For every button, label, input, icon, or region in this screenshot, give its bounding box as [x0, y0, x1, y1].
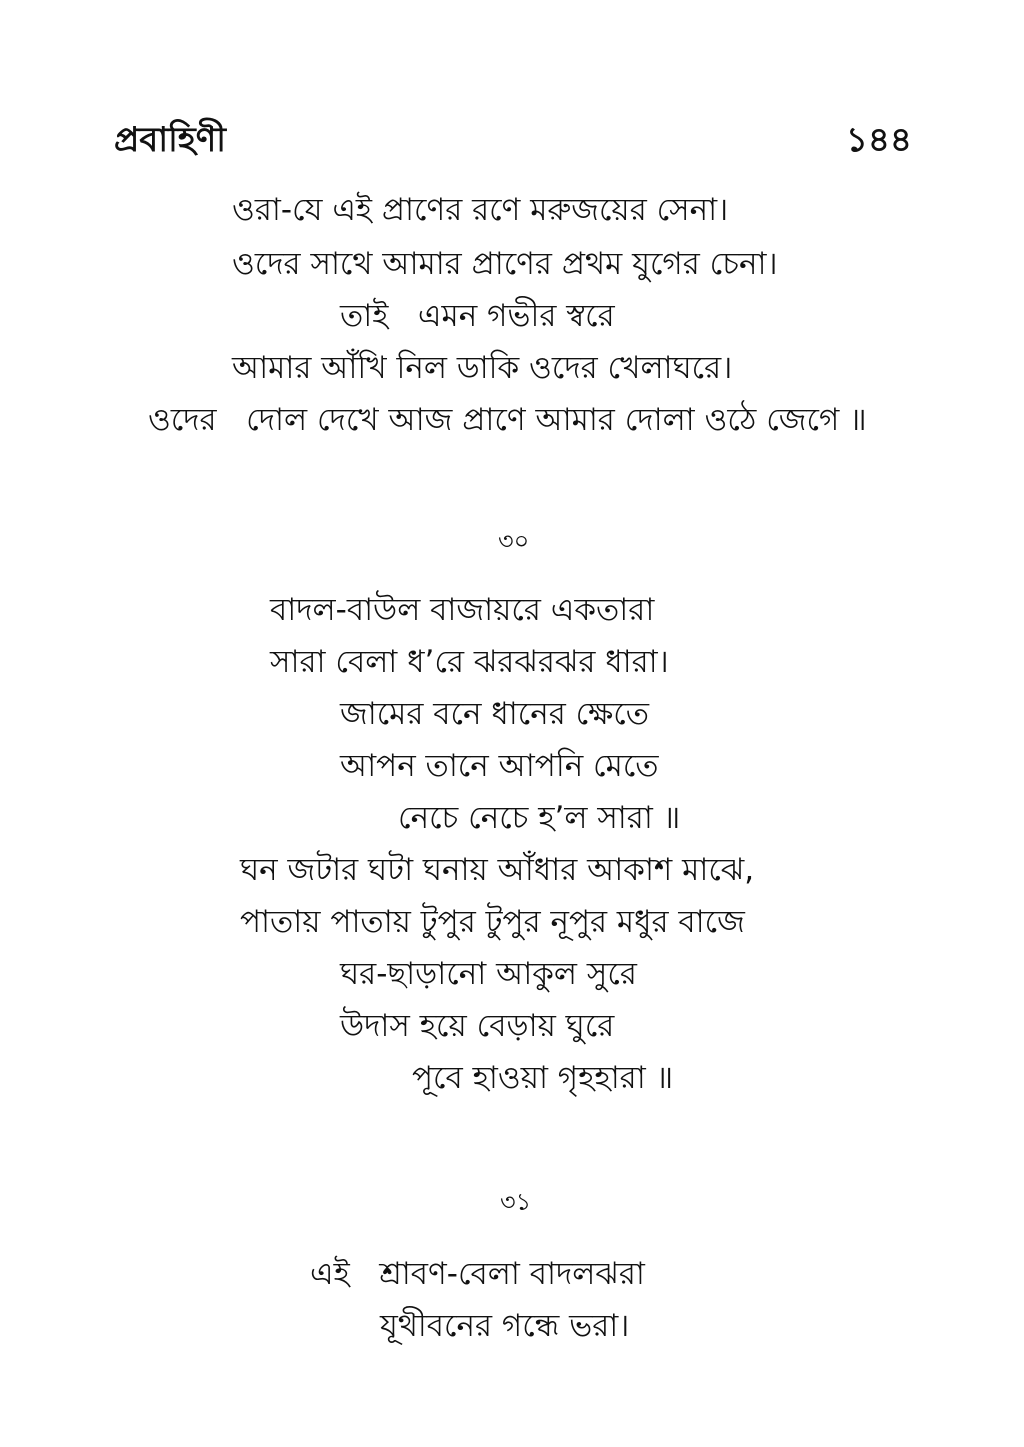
verse-line: ঘর-ছাড়ানো আকুল সুরে: [340, 956, 637, 992]
verse-line: পাতায় পাতায় টুপুর টুপুর নূপুর মধুর বাজে: [240, 904, 745, 940]
verse-line: নেচে নেচে হ’ল সারা ॥: [398, 800, 681, 836]
song-number: ৩১: [500, 1188, 532, 1216]
verse-line: পূবে হাওয়া গৃহহারা ॥: [412, 1060, 674, 1096]
verse-line: আপন তানে আপনি মেতে: [340, 748, 659, 784]
verse-line: বাদল-বাউল বাজায়রে একতারা: [270, 592, 655, 628]
verse-line: যূথীবনের গন্ধে ভরা।: [380, 1308, 630, 1344]
verse-line: সারা বেলা ধ’রে ঝরঝরঝর ধারা।: [270, 644, 669, 680]
running-header-title: প্রবাহিণী: [114, 120, 227, 160]
page-number: ১৪৪: [845, 120, 912, 160]
verse-line: ওদের দোল দেখে আজ প্রাণে আমার দোলা ওঠে জেগে ॥: [148, 402, 867, 438]
verse-line: এই শ্রাবণ-বেলা বাদলঝরা: [310, 1256, 645, 1292]
verse-line: ঘন জটার ঘটা ঘনায় আঁধার আকাশ মাঝে,: [240, 852, 755, 888]
verse-line: ওরা-যে এই প্রাণের রণে মরুজয়ের সেনা।: [232, 192, 729, 228]
verse-line: তাই এমন গভীর স্বরে: [340, 298, 615, 334]
verse-line: আমার আঁখি নিল ডাকি ওদের খেলাঘরে।: [232, 350, 733, 386]
verse-line: উদাস হয়ে বেড়ায় ঘুরে: [340, 1008, 615, 1044]
verse-line: ওদের সাথে আমার প্রাণের প্রথম যুগের চেনা।: [232, 246, 778, 282]
song-number: ৩০: [498, 527, 530, 555]
verse-line: জামের বনে ধানের ক্ষেতে: [340, 696, 650, 732]
